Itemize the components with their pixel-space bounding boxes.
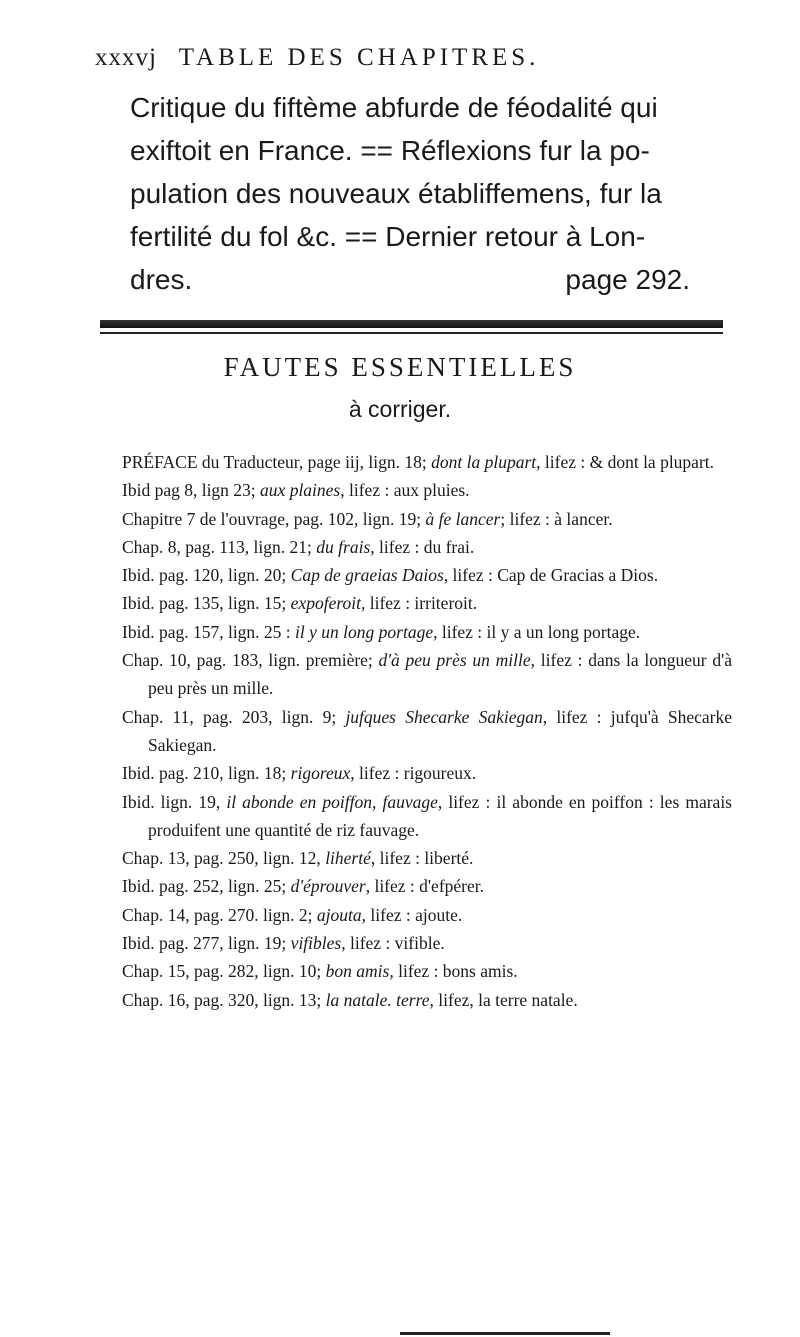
entry-correction: , lifez : du frai.	[370, 536, 475, 557]
entry-error-text: jufques Shecarke Sakiegan	[345, 706, 543, 727]
entry-error-text: d'éprouver	[290, 876, 366, 897]
entry-correction: , lifez : dans la longueur d'à peu près un mille.	[148, 650, 732, 699]
summary-last-line	[130, 258, 690, 301]
errata-entry	[122, 929, 732, 957]
errata-title: FAUTES ESSENTIELLES	[223, 352, 577, 382]
errata-entry	[122, 589, 732, 617]
errata-entry	[122, 561, 732, 589]
errata-subtitle: à corriger.	[348, 396, 452, 422]
entry-error-text: liherté	[325, 848, 371, 869]
entry-location: Ibid. pag. 277, lign. 19;	[122, 933, 291, 954]
errata-entry	[122, 618, 732, 646]
entry-correction: , lifez : irriteroit.	[360, 593, 478, 614]
entry-correction: , lifez : aux pluies.	[340, 480, 470, 501]
entry-location: Chap. 8, pag. 113, lign. 21;	[122, 536, 317, 557]
entry-error-text: bon amis,	[325, 961, 394, 982]
entry-correction: , lifez : vifible.	[341, 933, 445, 954]
errata-entry	[122, 703, 732, 760]
entry-location: Ibid pag 8, lign 23;	[122, 480, 261, 501]
entry-location: Chap. 15, pag. 282, lign. 10;	[122, 961, 326, 982]
entry-location: Ibid. pag. 135, lign. 15;	[122, 593, 291, 614]
errata-entry	[122, 901, 732, 929]
errata-entry	[122, 759, 732, 787]
entry-location: Chap. 10, pag. 183, lign. première;	[122, 650, 379, 671]
errata-list	[122, 448, 732, 1014]
divider-thin	[100, 332, 723, 334]
entry-correction: , lifez : il abonde en poiffon : les marais produifent une quantité de riz fauvage.	[148, 791, 732, 840]
entry-error-text: rigoreux	[290, 763, 351, 784]
errata-entry	[122, 957, 732, 985]
entry-error-text: ajouta	[316, 904, 362, 925]
summary-line: exiftoit en France. == Réflexions fur la po-	[130, 135, 650, 166]
entry-correction: lifez : bons amis.	[393, 961, 518, 982]
entry-error-text: vifibles	[290, 933, 342, 954]
errata-entry	[122, 788, 732, 845]
page-reference: page 292.	[565, 264, 690, 295]
entry-error-text: il y un long portage	[295, 621, 434, 642]
running-title: TABLE DES CHAPITRES.	[178, 44, 540, 71]
errata-entry	[122, 646, 732, 703]
errata-entry	[122, 476, 732, 504]
entry-correction: , lifez : ajoute.	[361, 904, 463, 925]
entry-location: Ibid. pag. 120, lign. 20;	[122, 565, 291, 586]
entry-location: Chap. 16, pag. 320, lign. 13;	[122, 989, 326, 1010]
entry-correction: , lifez, la terre natale.	[429, 989, 578, 1010]
entry-correction: , lifez : & dont la plupart.	[536, 452, 715, 472]
entry-location: PRÉFACE du Traducteur, page iij, lign. 18;	[122, 452, 432, 472]
entry-correction: ; lifez : à lancer.	[500, 508, 613, 529]
page-number: xxxvj	[95, 44, 157, 71]
entry-correction: , lifez : Cap de Gracias a Dios.	[443, 565, 659, 586]
entry-correction: , lifez : liberté.	[370, 848, 474, 869]
entry-location: Ibid. lign. 19,	[122, 791, 227, 812]
entry-error-text: du frais	[316, 536, 371, 557]
summary-line: pulation des nouveaux établiffemens, fur la	[130, 178, 662, 209]
errata-entry	[122, 986, 732, 1014]
bottom-rule	[400, 1332, 610, 1335]
entry-location: Chap. 14, pag. 270. lign. 2;	[122, 904, 317, 925]
entry-location: Chap. 13, pag. 250, lign. 12,	[122, 848, 326, 869]
entry-correction: , lifez : il y a un long portage.	[433, 621, 641, 642]
entry-correction: , lifez : rigoureux.	[350, 763, 477, 784]
errata-entry	[122, 505, 732, 533]
entry-error-text: aux plaines	[260, 480, 341, 501]
entry-error-text: d'à peu près un mille	[378, 650, 531, 671]
entry-location: Ibid. pag. 252, lign. 25;	[122, 876, 291, 897]
entry-location: Chap. 11, pag. 203, lign. 9;	[122, 706, 346, 727]
summary-line: Critique du fiftème abfurde de féodalité qui	[130, 92, 658, 123]
summary-line: fertilité du fol &c. == Dernier retour à Lon-	[130, 221, 646, 252]
entry-location: Chapitre 7 de l'ouvrage, pag. 102, lign. 19;	[122, 508, 426, 529]
entry-error-text: Cap de graeias Daios	[290, 565, 444, 586]
entry-error-text: à fe lancer	[425, 508, 501, 529]
errata-entry	[122, 872, 732, 900]
entry-error-text: expoferoit	[290, 593, 361, 614]
errata-entry	[122, 533, 732, 561]
chapter-summary	[130, 86, 690, 301]
summary-line: dres.	[130, 264, 193, 295]
entry-error-text: il abonde en poiffon, fauvage	[226, 791, 438, 812]
errata-entry	[122, 448, 732, 476]
entry-correction: , lifez : d'efpérer.	[365, 876, 484, 897]
entry-error-text: dont la plupart	[431, 452, 537, 472]
running-head	[95, 44, 735, 72]
entry-location: Ibid. pag. 210, lign. 18;	[122, 763, 291, 784]
errata-entry	[122, 844, 732, 872]
entry-error-text: la natale. terre	[325, 989, 430, 1010]
entry-location: Ibid. pag. 157, lign. 25 :	[122, 621, 296, 642]
entry-correction: , lifez : jufqu'à Shecarke Sakiegan.	[148, 706, 732, 755]
divider-thick	[100, 320, 723, 328]
